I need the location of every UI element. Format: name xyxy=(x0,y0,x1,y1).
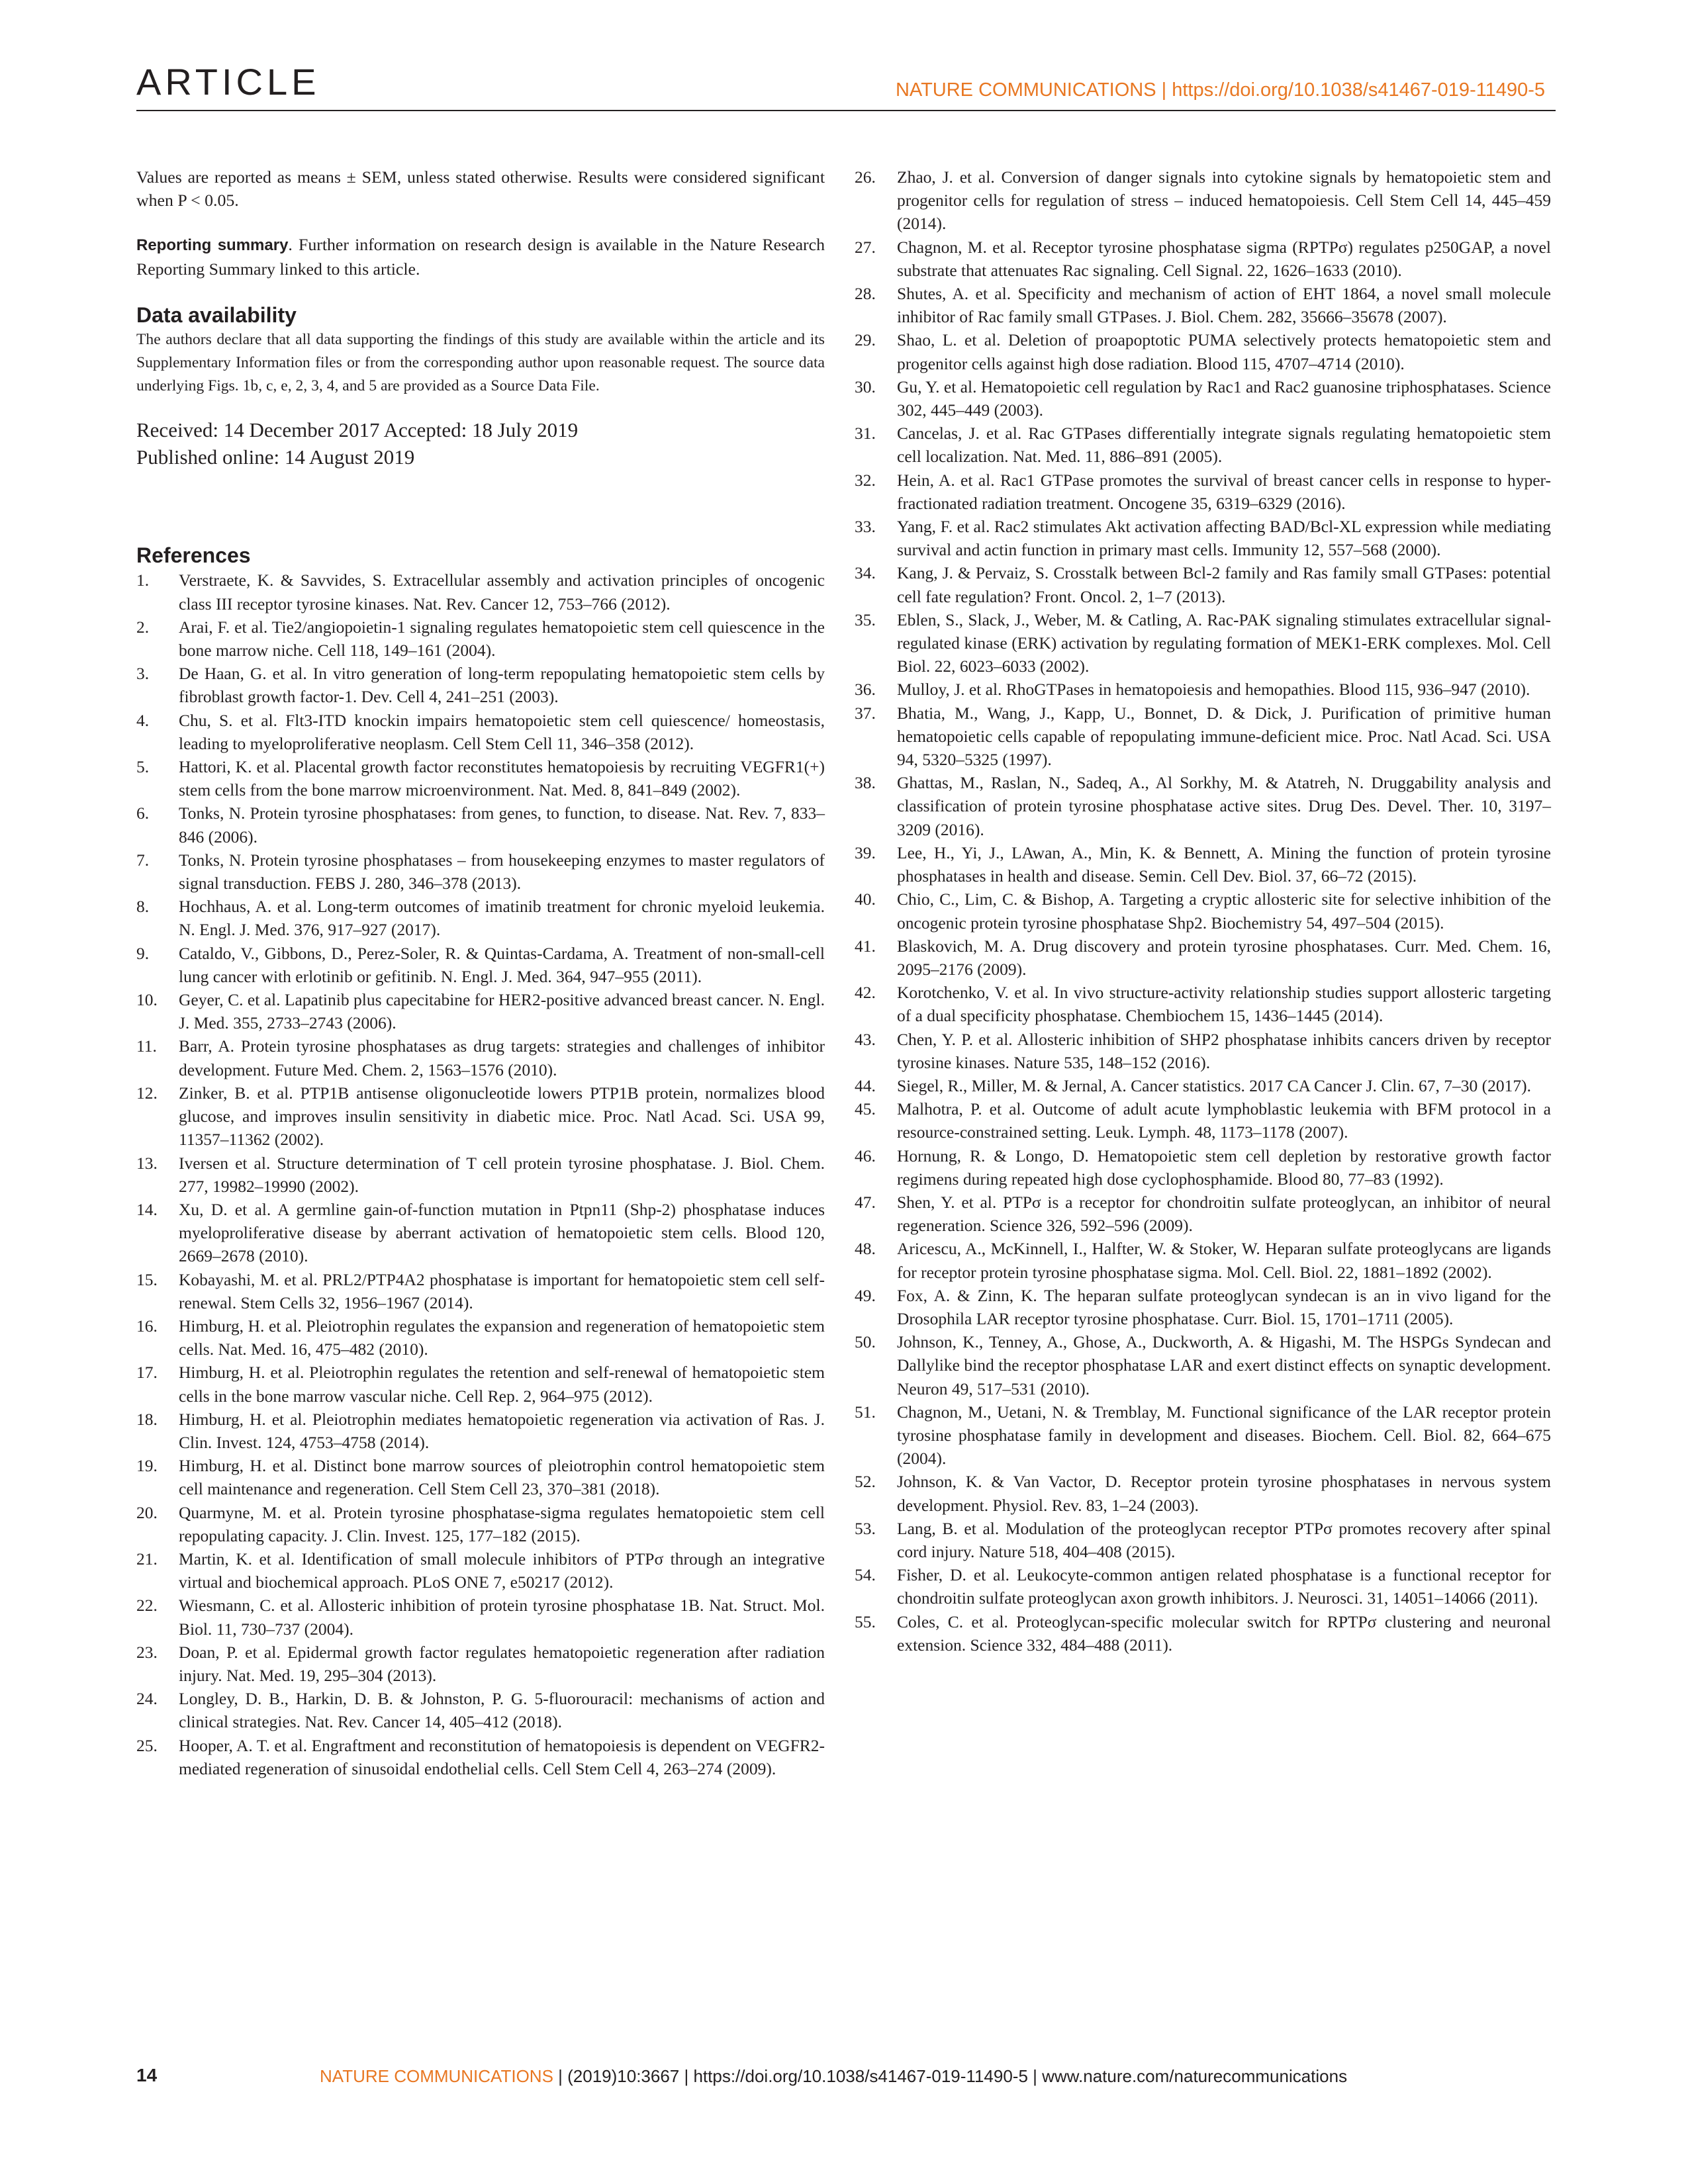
right-column xyxy=(849,165,1551,1657)
reference-item xyxy=(136,709,825,755)
reference-number: 36. xyxy=(855,680,876,700)
reference-item xyxy=(136,1408,825,1454)
reference-number: 39. xyxy=(855,842,876,862)
reference-number: 45. xyxy=(855,1099,876,1119)
reference-item xyxy=(136,988,825,1034)
reference-number: 4. xyxy=(136,710,150,730)
reference-item xyxy=(136,848,825,895)
reference-item xyxy=(849,1191,1551,1237)
reference-text: Himburg, H. et al. Pleiotrophin regulates the expansion and regeneration of hematopoietic stem cells. Nat. Med. 16, 475–482 (2010). xyxy=(179,1316,825,1359)
footer-journal-name: NATURE COMMUNICATIONS xyxy=(320,2066,553,2086)
reference-text: Fox, A. & Zinn, K. The heparan sulfate proteoglycan syndecan is an in vivo ligand for the Drosophila LAR receptor tyrosine phosphatase. Curr. Biol. 15, 1701–1711 (2005). xyxy=(897,1285,1551,1328)
reference-number: 44. xyxy=(855,1075,876,1095)
reference-item xyxy=(849,887,1551,934)
reference-number: 25. xyxy=(136,1735,158,1755)
reference-item xyxy=(849,771,1551,841)
reference-text: Eblen, S., Slack, J., Weber, M. & Catling, A. Rac-PAK signaling stimulates extracellular signal-regulated kinase (ERK) activation by regulating formation of MEK1-ERK complexes. Mol. Cell Biol. 22, 6023–6033 (2002). xyxy=(897,610,1551,676)
reference-text: Doan, P. et al. Epidermal growth factor regulates hematopoietic regeneration after radiation injury. Nat. Med. 19, 295–304 (2013). xyxy=(179,1642,825,1685)
reference-text: Gu, Y. et al. Hematopoietic cell regulation by Rac1 and Rac2 guanosine triphosphatases. Science 302, 445–449 (2003). xyxy=(897,377,1551,420)
reference-text: Arai, F. et al. Tie2/angiopoietin-1 signaling regulates hematopoietic stem cell quiescence in the bone marrow niche. Cell 118, 149–161 (2004). xyxy=(179,617,825,660)
reference-item xyxy=(136,1547,825,1594)
reference-item xyxy=(849,1470,1551,1516)
reference-text: Blaskovich, M. A. Drug discovery and protein tyrosine phosphatases. Curr. Med. Chem. 16, 2095–2176 (2009). xyxy=(897,936,1551,979)
reference-item xyxy=(849,1237,1551,1283)
reference-text: Chagnon, M., Uetani, N. & Tremblay, M. Functional significance of the LAR receptor protein tyrosine phosphatase family in development and diseases. Biochem. Cell. Biol. 82, 664–675 (2004). xyxy=(897,1402,1551,1469)
reference-number: 54. xyxy=(855,1565,876,1585)
reference-item xyxy=(849,934,1551,981)
reference-number: 28. xyxy=(855,284,876,304)
page-number: 14 xyxy=(136,2065,158,2085)
reference-number: 53. xyxy=(855,1518,876,1538)
reference-text: Zinker, B. et al. PTP1B antisense oligonucleotide lowers PTP1B protein, normalizes blood glucose, and improves insulin sensitivity in diabetic mice. Proc. Natl Acad. Sci. USA 99, 11357–11362 (2002). xyxy=(179,1083,825,1150)
reference-text: Tonks, N. Protein tyrosine phosphatases: from genes, to function, to disease. Nat. Rev. 7, 833–846 (2006). xyxy=(179,803,825,846)
reference-item xyxy=(136,1641,825,1687)
reference-text: Shutes, A. et al. Specificity and mechanism of action of EHT 1864, a novel small molecule inhibitor of Rac family small GTPases. J. Biol. Chem. 282, 35666–35678 (2007). xyxy=(897,284,1551,327)
reporting-summary xyxy=(136,233,825,280)
reference-text: Cataldo, V., Gibbons, D., Perez-Soler, R. & Quintas-Cardama, A. Treatment of non-small-cell lung cancer with erlotinib or gefitinib. N. Engl. J. Med. 364, 947–955 (2011). xyxy=(179,943,825,986)
reference-number: 21. xyxy=(136,1549,158,1569)
reference-text: Johnson, K., Tenney, A., Ghose, A., Duckworth, A. & Higashi, M. The HSPGs Syndecan and Dallylike bind the receptor phosphatase LAR and exert distinct effects on synaptic development. Neuron 49, 517–531 (2010). xyxy=(897,1332,1551,1398)
reference-number: 12. xyxy=(136,1083,158,1103)
references-list-right xyxy=(849,165,1551,1657)
reference-item xyxy=(136,1734,825,1780)
reference-text: Kang, J. & Pervaiz, S. Crosstalk between Bcl-2 family and Ras family small GTPases: potential cell fate regulation? Front. Oncol. 2, 1–7 (2013). xyxy=(897,563,1551,606)
reference-number: 22. xyxy=(136,1596,158,1615)
reference-number: 46. xyxy=(855,1146,876,1165)
reference-number: 7. xyxy=(136,850,150,870)
reference-number: 14. xyxy=(136,1199,158,1219)
reference-item xyxy=(849,1400,1551,1471)
reference-item xyxy=(849,236,1551,282)
reference-item xyxy=(849,1144,1551,1191)
reference-item xyxy=(136,662,825,708)
reference-number: 48. xyxy=(855,1239,876,1259)
reference-item xyxy=(849,841,1551,887)
reference-text: Chen, Y. P. et al. Allosteric inhibition of SHP2 phosphatase inhibits cancers driven by receptor tyrosine kinases. Nature 535, 148–152 (2016). xyxy=(897,1029,1551,1072)
footer-citation-text: | (2019)10:3667 | https://doi.org/10.1038/s41467-019-11490-5 | www.nature.com/naturecommunications xyxy=(553,2066,1348,2086)
reference-text: Coles, C. et al. Proteoglycan-specific molecular switch for RPTPσ clustering and neuronal extension. Science 332, 484–488 (2011). xyxy=(897,1612,1551,1655)
reference-number: 20. xyxy=(136,1502,158,1522)
reference-item xyxy=(849,375,1551,422)
reporting-summary-lead: Reporting summary xyxy=(136,236,289,255)
reference-item xyxy=(136,1198,825,1268)
reference-number: 17. xyxy=(136,1363,158,1383)
reference-item xyxy=(849,328,1551,375)
reference-item xyxy=(136,895,825,941)
reference-text: Korotchenko, V. et al. In vivo structure-activity relationship studies support allosteric targeting of a dual specificity phosphatase. Chembiochem 15, 1436–1445 (2014). xyxy=(897,983,1551,1026)
reference-number: 43. xyxy=(855,1029,876,1049)
reference-number: 27. xyxy=(855,237,876,257)
reference-text: Yang, F. et al. Rac2 stimulates Akt activation affecting BAD/Bcl-XL expression while mediating survival and actin function in primary mast cells. Immunity 12, 557–568 (2000). xyxy=(897,517,1551,560)
reference-item xyxy=(849,1517,1551,1563)
references-heading: References xyxy=(136,543,251,568)
footer-citation xyxy=(320,2068,1347,2085)
reference-number: 8. xyxy=(136,897,150,917)
reference-item xyxy=(849,561,1551,608)
reference-number: 15. xyxy=(136,1269,158,1289)
reference-item xyxy=(849,1330,1551,1400)
reference-item xyxy=(136,1501,825,1547)
reference-number: 10. xyxy=(136,990,158,1010)
reference-item xyxy=(136,801,825,848)
reference-text: Chio, C., Lim, C. & Bishop, A. Targeting a cryptic allosteric site for selective inhibition of the oncogenic protein tyrosine phosphatase Shp2. Biochemistry 54, 497–504 (2015). xyxy=(897,889,1551,933)
reference-text: Zhao, J. et al. Conversion of danger signals into cytokine signals by hematopoietic stem and progenitor cells for regulation of stress – induced hematopoiesis. Cell Stem Cell 14, 445–459 (2014). xyxy=(897,167,1551,234)
reference-item xyxy=(849,1097,1551,1144)
reference-item xyxy=(849,515,1551,561)
reference-item xyxy=(849,981,1551,1027)
reference-item xyxy=(849,608,1551,678)
reference-item xyxy=(849,702,1551,772)
reference-item xyxy=(849,1074,1551,1097)
references-list-left xyxy=(136,569,825,1780)
reference-number: 5. xyxy=(136,757,150,777)
reference-number: 38. xyxy=(855,773,876,793)
reference-text: Hein, A. et al. Rac1 GTPase promotes the survival of breast cancer cells in response to hyper-fractionated radiation treatment. Oncogene 35, 6319–6329 (2016). xyxy=(897,470,1551,513)
reference-number: 26. xyxy=(855,167,876,187)
reference-number: 55. xyxy=(855,1612,876,1631)
reference-text: Johnson, K. & Van Vactor, D. Receptor protein tyrosine phosphatases in nervous system development. Physiol. Rev. 83, 1–24 (2003). xyxy=(897,1472,1551,1515)
reference-number: 37. xyxy=(855,703,876,723)
reference-text: Wiesmann, C. et al. Allosteric inhibition of protein tyrosine phosphatase 1B. Nat. Struct. Mol. Biol. 11, 730–737 (2004). xyxy=(179,1596,825,1639)
reference-text: Martin, K. et al. Identification of small molecule inhibitors of PTPσ through an integrative virtual and biochemical approach. PLoS ONE 7, e50217 (2012). xyxy=(179,1549,825,1592)
reporting-summary-text: . Further information on research design is available in the Nature Research Reporting Summary linked to this article. xyxy=(136,235,825,279)
reference-number: 40. xyxy=(855,889,876,909)
reference-number: 33. xyxy=(855,517,876,537)
reference-item xyxy=(849,1284,1551,1330)
reference-item xyxy=(136,1081,825,1152)
reference-number: 49. xyxy=(855,1285,876,1305)
reference-number: 9. xyxy=(136,943,150,963)
header-rule xyxy=(136,110,1556,111)
reference-text: Chagnon, M. et al. Receptor tyrosine phosphatase sigma (RPTPσ) regulates p250GAP, a novel substrate that attenuates Rac signaling. Cell Signal. 22, 1626–1633 (2010). xyxy=(897,237,1551,280)
reference-text: Shen, Y. et al. PTPσ is a receptor for chondroitin sulfate proteoglycan, an inhibitor of neural regeneration. Science 326, 592–596 (2009). xyxy=(897,1192,1551,1236)
reference-number: 42. xyxy=(855,983,876,1003)
reference-text: Longley, D. B., Harkin, D. B. & Johnston, P. G. 5-fluorouracil: mechanisms of action and clinical strategies. Nat. Rev. Cancer 14, 405–412 (2018). xyxy=(179,1689,825,1732)
reference-number: 18. xyxy=(136,1409,158,1429)
reference-number: 52. xyxy=(855,1472,876,1492)
reference-text: Bhatia, M., Wang, J., Kapp, U., Bonnet, D. & Dick, J. Purification of primitive human hematopoietic cells capable of repopulating immune-deficient mice. Proc. Natl Acad. Sci. USA 94, 5320–5325 (1997). xyxy=(897,703,1551,770)
reference-number: 16. xyxy=(136,1316,158,1336)
reference-text: Hooper, A. T. et al. Engraftment and reconstitution of hematopoiesis is dependent on VEGFR2-mediated regeneration of sinusoidal endothelial cells. Cell Stem Cell 4, 263–274 (2009). xyxy=(179,1735,825,1778)
reference-item xyxy=(849,678,1551,701)
reference-item xyxy=(849,1028,1551,1074)
reference-item xyxy=(136,755,825,801)
reference-number: 24. xyxy=(136,1689,158,1709)
reference-item xyxy=(849,422,1551,468)
reference-number: 11. xyxy=(136,1036,157,1056)
reference-item xyxy=(136,1034,825,1081)
reference-number: 19. xyxy=(136,1456,158,1476)
reference-number: 3. xyxy=(136,664,150,684)
reference-item xyxy=(136,1314,825,1361)
reference-number: 34. xyxy=(855,563,876,583)
reference-text: Shao, L. et al. Deletion of proapoptotic PUMA selectively protects hematopoietic stem and progenitor cells against high dose radiation. Blood 115, 4707–4714 (2010). xyxy=(897,330,1551,373)
reference-number: 13. xyxy=(136,1153,158,1173)
reference-text: Iversen et al. Structure determination of T cell protein tyrosine phosphatase. J. Biol. Chem. 277, 19982–19990 (2002). xyxy=(179,1153,825,1196)
reference-text: Himburg, H. et al. Pleiotrophin regulates the retention and self-renewal of hematopoietic stem cells in the bone marrow vascular niche. Cell Rep. 2, 964–975 (2012). xyxy=(179,1363,825,1406)
reference-number: 32. xyxy=(855,470,876,490)
reference-number: 6. xyxy=(136,803,150,823)
reference-text: Geyer, C. et al. Lapatinib plus capecitabine for HER2-positive advanced breast cancer. N. Engl. J. Med. 355, 2733–2743 (2006). xyxy=(179,990,825,1033)
reference-item xyxy=(136,1594,825,1640)
reference-number: 41. xyxy=(855,936,876,956)
reference-number: 30. xyxy=(855,377,876,396)
reference-number: 47. xyxy=(855,1192,876,1212)
reference-text: Tonks, N. Protein tyrosine phosphatases – from housekeeping enzymes to master regulators of signal transduction. FEBS J. 280, 346–378 (2013). xyxy=(179,850,825,893)
reference-number: 31. xyxy=(855,424,876,443)
reference-text: Quarmyne, M. et al. Protein tyrosine phosphatase-sigma regulates hematopoietic stem cell repopulating capacity. J. Clin. Invest. 125, 177–182 (2015). xyxy=(179,1502,825,1545)
reference-item xyxy=(136,1152,825,1198)
reference-text: Aricescu, A., McKinnell, I., Halfter, W. & Stoker, W. Heparan sulfate proteoglycans are ligands for receptor protein tyrosine phosphatase sigma. Mol. Cell. Biol. 22, 1881–1892 (2002). xyxy=(897,1239,1551,1282)
reference-text: Lang, B. et al. Modulation of the proteoglycan receptor PTPσ promotes recovery after spinal cord injury. Nature 518, 404–408 (2015). xyxy=(897,1518,1551,1561)
received-accepted-dates: Received: 14 December 2017 Accepted: 18 July 2019 xyxy=(136,418,579,442)
section-label: ARTICLE xyxy=(136,61,320,103)
reference-number: 35. xyxy=(855,610,876,629)
reference-text: Barr, A. Protein tyrosine phosphatases as drug targets: strategies and challenges of inhibitor development. Future Med. Chem. 2, 1563–1576 (2010). xyxy=(179,1036,825,1079)
reference-text: Hattori, K. et al. Placental growth factor reconstitutes hematopoiesis by recruiting VEGFR1(+) stem cells from the bone marrow microenvironment. Nat. Med. 8, 841–849 (2002). xyxy=(179,757,825,800)
reference-number: 51. xyxy=(855,1402,876,1422)
reference-text: Ghattas, M., Raslan, N., Sadeq, A., Al Sorkhy, M. & Atatreh, N. Druggability analysis and classification of protein tyrosine phosphatase active sites. Drug Des. Devel. Ther. 10, 3197–3209 (2016). xyxy=(897,773,1551,839)
reference-item xyxy=(136,569,825,615)
reference-item xyxy=(849,282,1551,328)
reference-item xyxy=(849,1610,1551,1657)
reference-text: Chu, S. et al. Flt3-ITD knockin impairs hematopoietic stem cell quiescence/ homeostasis, leading to myeloproliferative neoplasm. Cell Stem Cell 11, 346–358 (2012). xyxy=(179,710,825,753)
reference-item xyxy=(136,1454,825,1500)
reference-text: Lee, H., Yi, J., LAwan, A., Min, K. & Bennett, A. Mining the function of protein tyrosine phosphatases in health and disease. Semin. Cell Dev. Biol. 37, 66–72 (2015). xyxy=(897,842,1551,886)
reference-item xyxy=(136,942,825,988)
reference-number: 2. xyxy=(136,617,150,637)
reference-text: Mulloy, J. et al. RhoGTPases in hematopoiesis and hemopathies. Blood 115, 936–947 (2010). xyxy=(897,680,1530,700)
reference-item xyxy=(136,1361,825,1407)
reference-item xyxy=(849,1563,1551,1610)
reference-item xyxy=(849,469,1551,515)
reference-item xyxy=(849,165,1551,236)
reference-number: 29. xyxy=(855,330,876,350)
reference-text: De Haan, G. et al. In vitro generation of long-term repopulating hematopoietic stem cells by fibroblast growth factor-1. Dev. Cell 4, 241–251 (2003). xyxy=(179,664,825,707)
data-availability-text: The authors declare that all data supporting the findings of this study are available within the article and its Supplementary Information files or from the corresponding author upon reasonable request. The source data underlying Figs. 1b, c, e, 2, 3, 4, and 5 are provided as a Source Data File. xyxy=(136,330,825,395)
left-column xyxy=(136,165,825,1780)
published-date: Published online: 14 August 2019 xyxy=(136,445,415,469)
journal-doi-header[interactable]: NATURE COMMUNICATIONS | https://doi.org/10.1038/s41467-019-11490-5 xyxy=(895,79,1545,101)
reference-text: Verstraete, K. & Savvides, S. Extracellular assembly and activation principles of oncogenic class III receptor tyrosine kinases. Nat. Rev. Cancer 12, 753–766 (2012). xyxy=(179,570,825,614)
reference-item xyxy=(136,1268,825,1314)
reference-text: Kobayashi, M. et al. PRL2/PTP4A2 phosphatase is important for hematopoietic stem cell self-renewal. Stem Cells 32, 1956–1967 (2014). xyxy=(179,1269,825,1312)
reference-item xyxy=(136,1687,825,1733)
reference-number: 1. xyxy=(136,570,150,590)
reference-number: 50. xyxy=(855,1332,876,1352)
reference-text: Cancelas, J. et al. Rac GTPases differentially integrate signals regulating hematopoietic stem cell localization. Nat. Med. 11, 886–891 (2005). xyxy=(897,424,1551,467)
data-availability-heading: Data availability xyxy=(136,302,297,327)
reference-text: Hornung, R. & Longo, D. Hematopoietic stem cell depletion by restorative growth factor regimens during repeated high dose cyclophosphamide. Blood 80, 77–83 (1992). xyxy=(897,1146,1551,1189)
reference-text: Himburg, H. et al. Pleiotrophin mediates hematopoietic regeneration via activation of Ras. J. Clin. Invest. 124, 4753–4758 (2014). xyxy=(179,1409,825,1452)
reference-text: Hochhaus, A. et al. Long-term outcomes of imatinib treatment for chronic myeloid leukemia. N. Engl. J. Med. 376, 917–927 (2017). xyxy=(179,897,825,940)
reference-text: Malhotra, P. et al. Outcome of adult acute lymphoblastic leukemia with BFM protocol in a resource-constrained setting. Leuk. Lymph. 48, 1173–1178 (2007). xyxy=(897,1099,1551,1142)
reference-text: Fisher, D. et al. Leukocyte-common antigen related phosphatase is a functional receptor for chondroitin sulfate proteoglycan axon growth inhibitors. J. Neurosci. 31, 14051–14066 (2011). xyxy=(897,1565,1551,1608)
reference-item xyxy=(136,615,825,662)
reference-text: Siegel, R., Miller, M. & Jernal, A. Cancer statistics. 2017 CA Cancer J. Clin. 67, 7–30 (2017). xyxy=(897,1075,1531,1095)
reference-text: Himburg, H. et al. Distinct bone marrow sources of pleiotrophin control hematopoietic stem cell maintenance and regeneration. Cell Stem Cell 23, 370–381 (2018). xyxy=(179,1456,825,1499)
reference-text: Xu, D. et al. A germline gain-of-function mutation in Ptpn11 (Shp-2) phosphatase induces myeloproliferative disease by aberrant activation of hematopoietic stem cells. Blood 120, 2669–2678 (2010). xyxy=(179,1199,825,1266)
stats-paragraph: Values are reported as means ± SEM, unless stated otherwise. Results were considered significant when P < 0.05. xyxy=(136,167,825,210)
reference-number: 23. xyxy=(136,1642,158,1662)
